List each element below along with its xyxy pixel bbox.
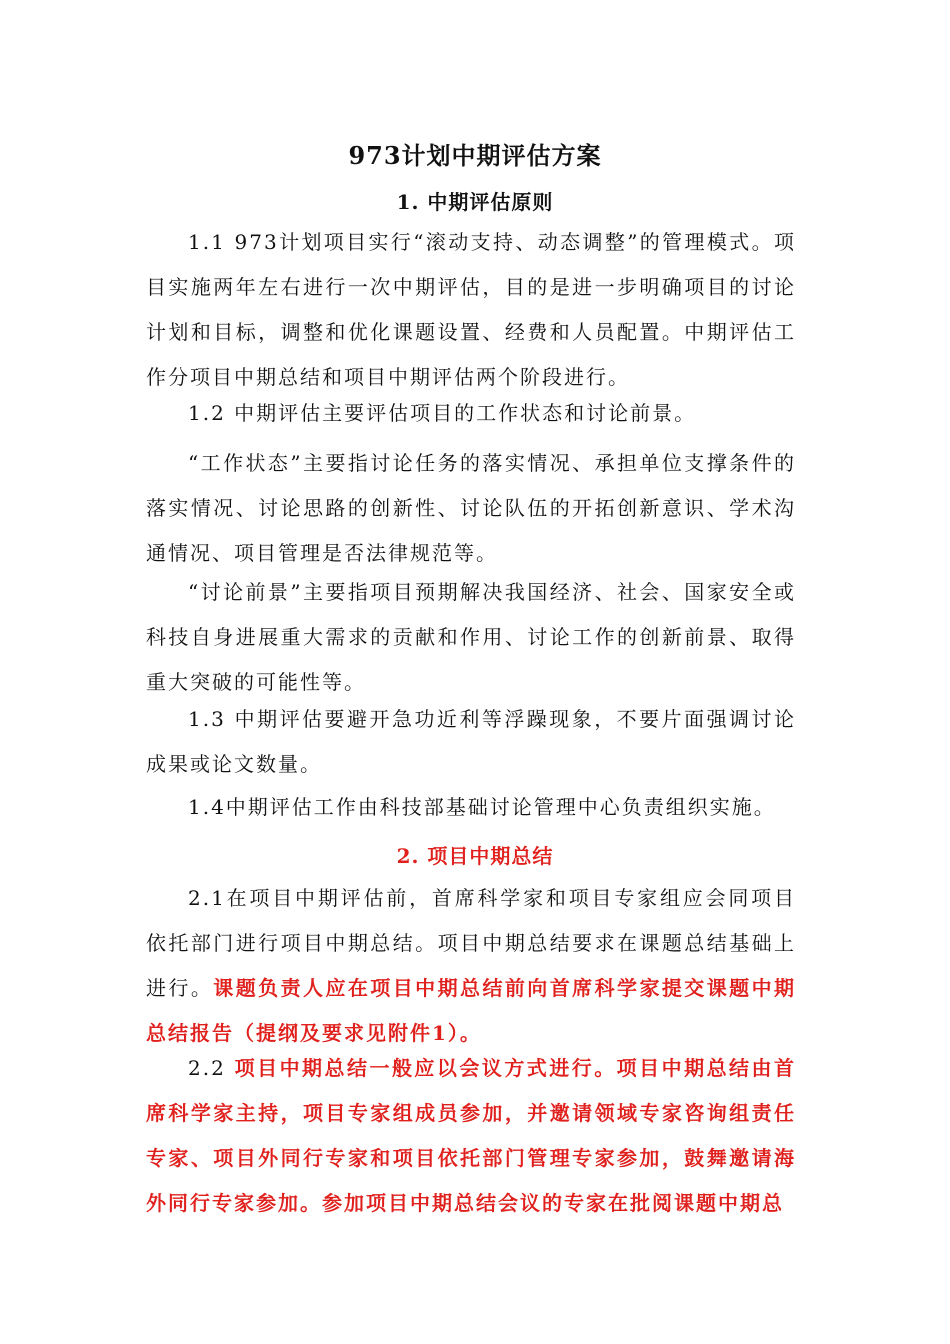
document-title: 973计划中期评估方案 [348,141,602,170]
paragraph-2-1 [146,876,796,1056]
paragraph-1-1-text: 1.1 973计划项目实行“滚动支持、动态调整”的管理模式。项目实施两年左右进行一次中期评估，目的是进一步明确项目的讨论计划和目标，调整和优化课题设置、经费和人员配置。中期评估工作分项目中期总结和项目中期评估两个阶段进行。 [146,230,796,389]
paragraph-1-3 [146,697,796,787]
paragraph-research-prospect-text: “讨论前景”主要指项目预期解决我国经济、社会、国家安全或科技自身进展重大需求的贡献和作用、讨论工作的创新前景、取得重大突破的可能性等。 [146,580,796,694]
paragraph-1-1 [146,220,796,400]
section-heading-2: 2. 项目中期总结 [396,844,554,868]
paragraph-2-2-number: 2.2 [188,1056,235,1080]
paragraph-work-status [146,441,796,576]
paragraph-2-1-text: 2.1在项目中期评估前，首席科学家和项目专家组应会同项目依托部门进行项目中期总结。项目中期总结要求在课题总结基础上进行。 [146,886,796,1000]
paragraph-1-4 [146,785,796,830]
paragraph-research-prospect [146,570,796,705]
paragraph-2-1-emphasis: 课题负责人应在项目中期总结前向首席科学家提交课题中期总结报告（提纲及要求见附件1）。 [146,976,797,1045]
paragraph-2-2-emphasis: 项目中期总结一般应以会议方式进行。项目中期总结由首席科学家主持，项目专家组成员参加，并邀请领域专家咨询组责任专家、项目外同行专家和项目依托部门管理专家参加，鼓舞邀请海外同行专家参加。参加项目中期总结会议的专家在批阅课题中期总 [146,1056,796,1215]
paragraph-2-2 [146,1046,796,1226]
paragraph-1-4-text: 1.4中期评估工作由科技部基础讨论管理中心负责组织实施。 [188,795,776,819]
paragraph-1-2 [146,391,796,436]
paragraph-1-3-text: 1.3 中期评估要避开急功近利等浮躁现象，不要片面强调讨论成果或论文数量。 [146,707,796,776]
paragraph-1-2-text: 1.2 中期评估主要评估项目的工作状态和讨论前景。 [188,401,697,425]
section-heading-1: 1. 中期评估原则 [396,190,554,214]
paragraph-work-status-text: “工作状态”主要指讨论任务的落实情况、承担单位支撑条件的落实情况、讨论思路的创新性、讨论队伍的开拓创新意识、学术沟通情况、项目管理是否法律规范等。 [146,451,796,565]
